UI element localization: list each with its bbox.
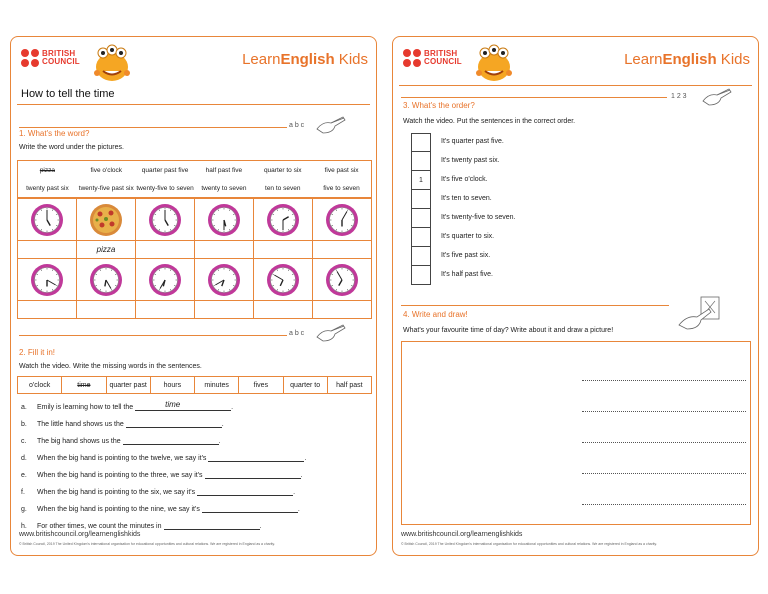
- sentence-letter: d.: [21, 455, 27, 462]
- order-number-box[interactable]: [411, 190, 431, 209]
- picture-cell: [195, 259, 254, 301]
- word-bank-row: [18, 161, 371, 179]
- writing-line[interactable]: [582, 504, 746, 505]
- section-1-instruction: Write the word under the pictures.: [19, 144, 124, 151]
- answer-blank[interactable]: [202, 505, 298, 513]
- sentence-letter: f.: [21, 489, 25, 496]
- pizza-icon: [88, 202, 124, 238]
- fill-word: minutes: [195, 377, 239, 393]
- footer-copyright: © British Council, 2019 The United Kingdom's international organisation for educational opportunities and cultural relations. We are registered in England as a charity.: [401, 542, 657, 546]
- word-bank-item: five to seven: [323, 184, 360, 192]
- sentence-text: Emily is learning how to tell the: [37, 404, 134, 411]
- order-sentence: It's ten to seven.: [441, 195, 492, 202]
- answer-blank[interactable]: [123, 437, 219, 445]
- clock-icon: [29, 262, 65, 298]
- sentence-item: [21, 454, 306, 462]
- sentence-letter: g.: [21, 506, 27, 513]
- clock-icon: [147, 262, 183, 298]
- picture-cell: [18, 259, 77, 301]
- answer-blank[interactable]: [208, 454, 307, 462]
- clock-icon: [147, 202, 183, 238]
- footer-url: www.britishcouncil.org/learnenglishkids: [19, 531, 141, 538]
- writing-hand-icon: [313, 323, 347, 343]
- answer-blank[interactable]: [197, 488, 296, 496]
- word-bank-item: twenty past six: [26, 184, 69, 192]
- sentence-item: [21, 488, 295, 496]
- picture-cell: [136, 259, 195, 301]
- picture-cell: [313, 259, 372, 301]
- section-3-instruction: Watch the video. Put the sentences in the correct order.: [403, 118, 576, 125]
- section-divider: [19, 335, 287, 336]
- order-number-box[interactable]: [411, 133, 431, 152]
- word-bank-item: five o'clock: [90, 166, 123, 174]
- page-header: [11, 37, 376, 83]
- sentence-letter: b.: [21, 421, 27, 428]
- sentence-text: When the big hand is pointing to the six, we say it's: [37, 489, 196, 496]
- order-number-box[interactable]: [411, 266, 431, 285]
- sentence-item: [21, 505, 300, 513]
- fill-word: o'clock: [18, 377, 62, 393]
- monster-mascot-icon: [91, 43, 133, 83]
- sentence-letter: e.: [21, 472, 27, 479]
- sentence-end: .: [221, 421, 224, 428]
- section-2-title: 2. Fill it in!: [19, 348, 56, 357]
- section-3-title: 3. What's the order?: [403, 101, 475, 110]
- order-sentence: It's five o'clock.: [441, 176, 488, 183]
- sentence-item: [21, 522, 261, 530]
- order-item: [411, 209, 611, 228]
- order-item: [411, 190, 611, 209]
- fill-word: fives: [239, 377, 283, 393]
- sentence-text: The big hand shows us the: [37, 438, 121, 445]
- sentence-end: .: [304, 455, 307, 462]
- page-header: [393, 37, 758, 83]
- order-sentence: It's twenty past six.: [441, 157, 500, 164]
- sentence-text: The little hand shows us the: [37, 421, 124, 428]
- sentence-end: .: [293, 489, 296, 496]
- sentence-end: .: [231, 404, 234, 411]
- picture-cell: [313, 199, 372, 241]
- order-item: [411, 152, 611, 171]
- british-council-logo: BRITISH COUNCIL: [403, 49, 462, 67]
- footer-url: www.britishcouncil.org/learnenglishkids: [401, 531, 523, 538]
- order-sentence: It's twenty-five to seven.: [441, 214, 516, 221]
- worksheet-page-2: [392, 36, 759, 556]
- word-bank-item: twenty-five to seven: [136, 184, 194, 192]
- fill-word: half past: [328, 377, 372, 393]
- answer-cell[interactable]: [18, 301, 77, 319]
- word-bank-item: twenty-five past six: [78, 184, 134, 192]
- clock-icon: [206, 262, 242, 298]
- word-bank-item: ten to seven: [265, 184, 301, 192]
- word-bank-item: quarter past five: [141, 166, 189, 174]
- picture-grid: [17, 198, 372, 319]
- writing-line[interactable]: [582, 442, 746, 443]
- answer-blank[interactable]: [126, 420, 222, 428]
- writing-hand-icon: [699, 87, 733, 107]
- sentence-item: [21, 437, 221, 445]
- writing-line[interactable]: [582, 380, 746, 381]
- picture-cell: [136, 199, 195, 241]
- answer-cell[interactable]: [254, 241, 313, 259]
- answer-blank[interactable]: [135, 400, 234, 411]
- order-number-box[interactable]: [411, 247, 431, 266]
- drawing-hand-icon: [675, 295, 727, 333]
- answer-cell[interactable]: [136, 241, 195, 259]
- clock-icon: [29, 202, 65, 238]
- sentence-end: .: [300, 472, 303, 479]
- sentence-end: .: [218, 438, 221, 445]
- sentence-letter: h.: [21, 523, 27, 530]
- sentence-end: .: [259, 523, 262, 530]
- abc-label: a b c: [289, 330, 305, 337]
- order-number-box[interactable]: 1: [411, 171, 431, 190]
- word-bank-row: [18, 179, 371, 197]
- answer-cell[interactable]: pizza: [77, 241, 136, 259]
- order-item: [411, 171, 611, 190]
- answer-blank[interactable]: [205, 471, 301, 479]
- section-divider: [401, 97, 667, 98]
- worksheet-title: How to tell the time: [21, 88, 115, 100]
- clock-icon: [88, 262, 124, 298]
- picture-cell: [77, 259, 136, 301]
- answer-cell[interactable]: [136, 301, 195, 319]
- section-divider: [19, 127, 287, 128]
- order-sentence: It's half past five.: [441, 271, 493, 278]
- clock-icon: [265, 262, 301, 298]
- sentence-text: For other times, we count the minutes in: [37, 523, 162, 530]
- order-item: [411, 247, 611, 266]
- order-number-box[interactable]: [411, 209, 431, 228]
- worksheet-page-1: [10, 36, 377, 556]
- number-label: 1 2 3: [671, 93, 687, 100]
- picture-cell: [254, 259, 313, 301]
- fill-word: quarter past: [107, 377, 151, 393]
- sentence-text: When the big hand is pointing to the three, we say it's: [37, 472, 203, 479]
- order-sentence: It's quarter past five.: [441, 138, 504, 145]
- clock-icon: [324, 202, 360, 238]
- word-bank-item: five past six: [324, 166, 359, 174]
- sentence-end: .: [297, 506, 300, 513]
- section-4-instruction: What's your favourite time of day? Write about it and draw a picture!: [403, 327, 614, 334]
- footer-copyright: © British Council, 2019 The United Kingdom's international organisation for educational opportunities and cultural relations. We are registered in England as a charity.: [19, 542, 275, 546]
- word-bank-item: half past five: [205, 166, 243, 174]
- monster-mascot-icon: [473, 43, 515, 83]
- sentence-text: When the big hand is pointing to the twelve, we say it's: [37, 455, 207, 462]
- order-sentence: It's five past six.: [441, 252, 491, 259]
- word-bank-item: twenty to seven: [201, 184, 247, 192]
- order-item: [411, 228, 611, 247]
- answer-cell[interactable]: [77, 301, 136, 319]
- answer-cell[interactable]: [195, 301, 254, 319]
- section-divider: [401, 305, 669, 306]
- sentence-item: [21, 420, 224, 428]
- picture-cell: [254, 199, 313, 241]
- learnenglish-kids-logo: LearnEnglish Kids: [242, 51, 368, 68]
- fill-word: quarter to: [284, 377, 328, 393]
- section-1-title: 1. What's the word?: [19, 129, 90, 138]
- answer-blank[interactable]: [164, 522, 260, 530]
- clock-icon: [206, 202, 242, 238]
- sentence-text: When the big hand is pointing to the nine, we say it's: [37, 506, 200, 513]
- answer-cell[interactable]: [18, 241, 77, 259]
- draw-and-write-area[interactable]: [401, 341, 751, 525]
- section-2-instruction: Watch the video. Write the missing words in the sentences.: [19, 363, 202, 370]
- word-bank-table: [17, 160, 372, 198]
- writing-hand-icon: [313, 115, 347, 135]
- order-item: [411, 266, 611, 285]
- answer-text: time: [165, 400, 181, 409]
- answer-cell[interactable]: [195, 241, 254, 259]
- order-sentence: It's quarter to six.: [441, 233, 495, 240]
- worksheet-title-box: [17, 85, 370, 105]
- answer-cell[interactable]: [313, 301, 372, 319]
- writing-line[interactable]: [582, 473, 746, 474]
- word-bank-item: pizza: [39, 166, 55, 174]
- picture-cell: [18, 199, 77, 241]
- answer-cell[interactable]: [254, 301, 313, 319]
- clock-icon: [324, 262, 360, 298]
- picture-cell: [195, 199, 254, 241]
- header-divider: [399, 85, 752, 86]
- section-4-title: 4. Write and draw!: [403, 310, 468, 319]
- sentence-letter: a.: [21, 404, 27, 411]
- order-number-box[interactable]: [411, 152, 431, 171]
- fill-word: hours: [151, 377, 195, 393]
- fill-word-bank: [17, 376, 372, 394]
- sentence-letter: c.: [21, 438, 27, 445]
- sentence-item: [21, 471, 303, 479]
- clock-icon: [265, 202, 301, 238]
- order-item: [411, 133, 611, 152]
- british-council-logo: BRITISH COUNCIL: [21, 49, 80, 67]
- fill-word: time: [62, 377, 106, 393]
- answer-cell[interactable]: [313, 241, 372, 259]
- abc-label: a b c: [289, 122, 305, 129]
- sentence-item: [21, 400, 234, 411]
- order-number-box[interactable]: [411, 228, 431, 247]
- writing-line[interactable]: [582, 411, 746, 412]
- picture-cell: [77, 199, 136, 241]
- word-bank-item: quarter to six: [263, 166, 302, 174]
- learnenglish-kids-logo: LearnEnglish Kids: [624, 51, 750, 68]
